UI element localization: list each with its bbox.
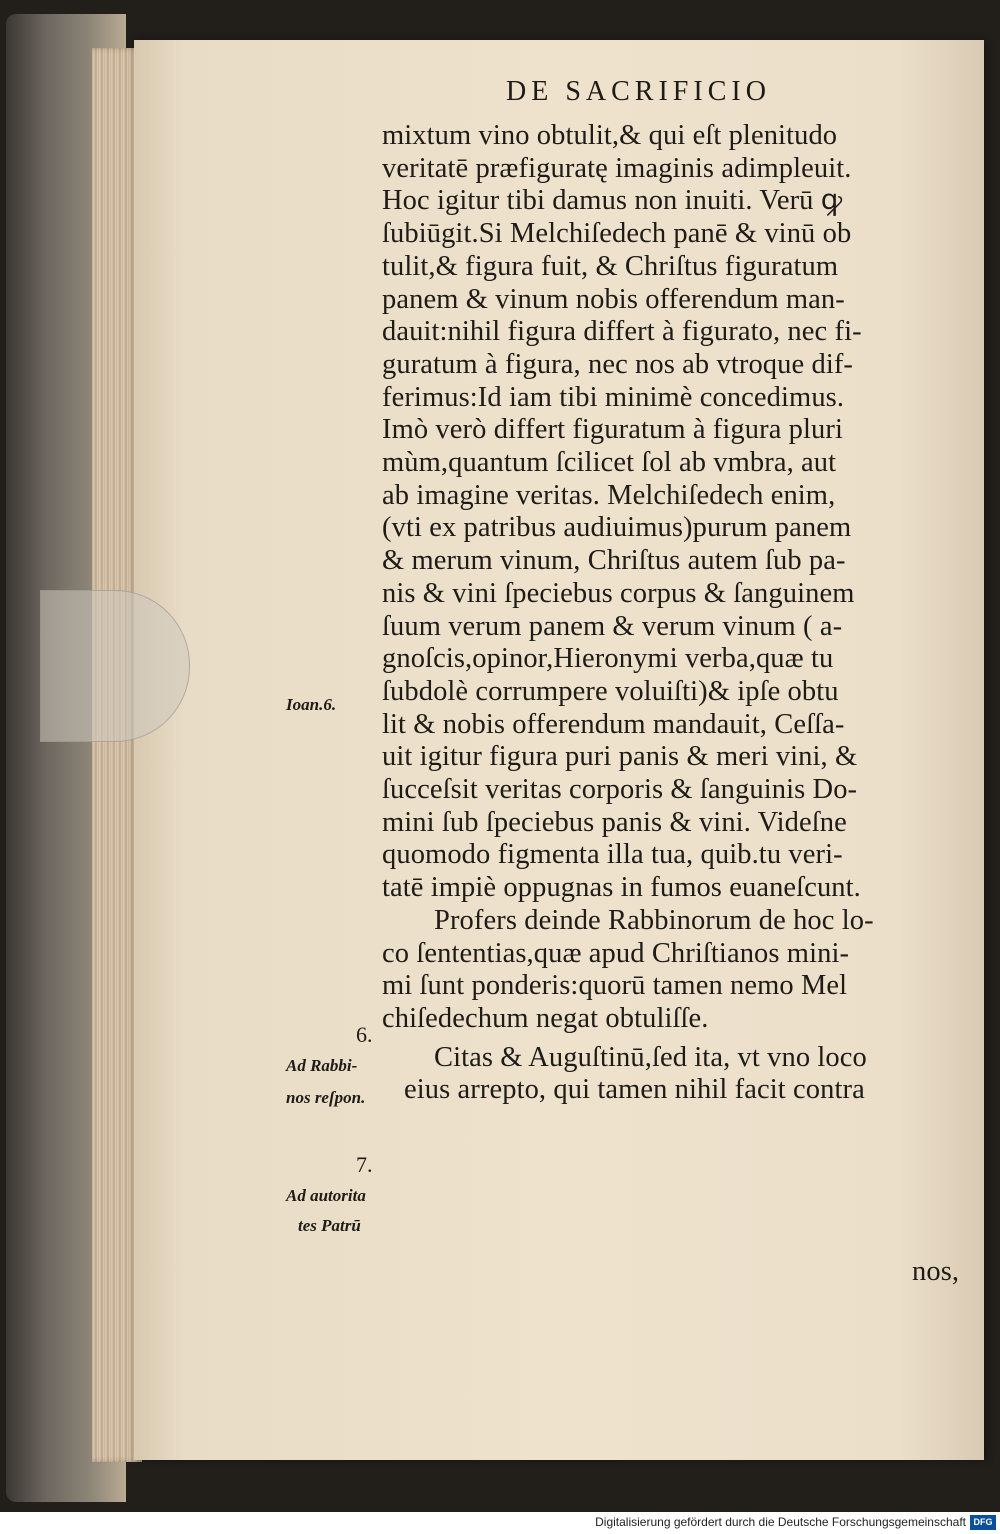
text-line: veritatē præfiguratę imaginis adimpleuit. (382, 152, 852, 184)
text-line: ſubdolè corrumpere voluiſti)& ipſe obtu (382, 675, 839, 707)
margin-note-patrum-2: tes Patrū (298, 1216, 361, 1235)
text-line: mini ſub ſpeciebus panis & vini. Videſne (382, 806, 847, 838)
text-line: Profers deinde Rabbinorum de hoc lo- (434, 904, 874, 936)
text-line: ferimus:Id iam tibi minimè concedimus. (382, 381, 845, 413)
page-clip (40, 590, 190, 742)
text-line: panem & vinum nobis offerendum man- (382, 283, 845, 315)
margin-note-rabbinos-1: Ad Rabbi- (286, 1056, 358, 1075)
text-line: co ſententias,quæ apud Chriſtianos mini- (382, 937, 850, 969)
margin-note-rabbinos-2: nos reſpon. (286, 1088, 366, 1107)
text-line: quomodo figmenta illa tua, quib.tu veri- (382, 839, 843, 871)
footer-bar (0, 1512, 1000, 1534)
catchword: nos, (912, 1256, 960, 1287)
text-line: Citas & Auguſtinū,ſed ita, vt vno loco (434, 1041, 867, 1073)
text-line: Hoc igitur tibi damus non inuiti. Verū ꝙ (382, 185, 843, 217)
text-line: uit igitur figura puri panis & meri vini, & (382, 741, 858, 773)
margin-note-ioan: Ioan.6. (286, 695, 337, 714)
text-line: & merum vinum, Chriſtus autem ſub pa- (382, 545, 846, 577)
text-line: guratum à figura, nec nos ab vtroque dif- (382, 348, 854, 380)
running-head: DE SACRIFICIO (506, 76, 771, 107)
dfg-logo: DFG (970, 1515, 996, 1530)
text-line: Imò verò differt figuratum à figura pluri (382, 414, 844, 446)
text-line: ſucceſsit veritas corporis & ſanguinis Do- (382, 774, 858, 805)
margin-note-patrum-1: Ad autorita (286, 1186, 366, 1205)
text-line: eius arrepto, qui tamen nihil facit contra (404, 1074, 865, 1106)
text-line: lit & nobis offerendum mandauit, Ceſſa- (382, 708, 845, 740)
margin-number-7: 7. (356, 1152, 373, 1177)
text-line: tulit,& figura fuit, & Chriſtus figuratum (382, 250, 839, 282)
text-line: mi ſunt ponderis:quorū tamen nemo Mel (382, 970, 848, 1002)
text-line: nis & vini ſpeciebus corpus & ſanguinem (382, 577, 855, 609)
text-line: tatē impiè oppugnas in fumos euaneſcunt. (382, 872, 861, 904)
text-line: chiſedechum negat obtuliſſe. (382, 1002, 709, 1034)
footer-credit: Digitalisierung gefördert durch die Deutsche Forschungsgemeinschaft (595, 1515, 966, 1529)
text-line: (vti ex patribus audiuimus)purum panem (382, 512, 852, 544)
text-line: ſuum verum panem & verum vinum ( a- (382, 610, 843, 642)
text-line: ab imagine veritas. Melchiſedech enim, (382, 479, 836, 511)
margin-number-6: 6. (356, 1022, 373, 1047)
text-line: mixtum vino obtulit,& qui eſt plenitudo (382, 120, 838, 151)
text-line: gnoſcis,opinor,Hieronymi verba,quæ tu (382, 643, 834, 675)
text-line: dauit:nihil figura differt à figurato, nec fi- (382, 316, 862, 348)
text-line: ſubiūgit.Si Melchiſedech panē & vinū ob (382, 218, 852, 250)
text-line: mùm,quantum ſcilicet ſol ab vmbra, aut (382, 447, 837, 478)
